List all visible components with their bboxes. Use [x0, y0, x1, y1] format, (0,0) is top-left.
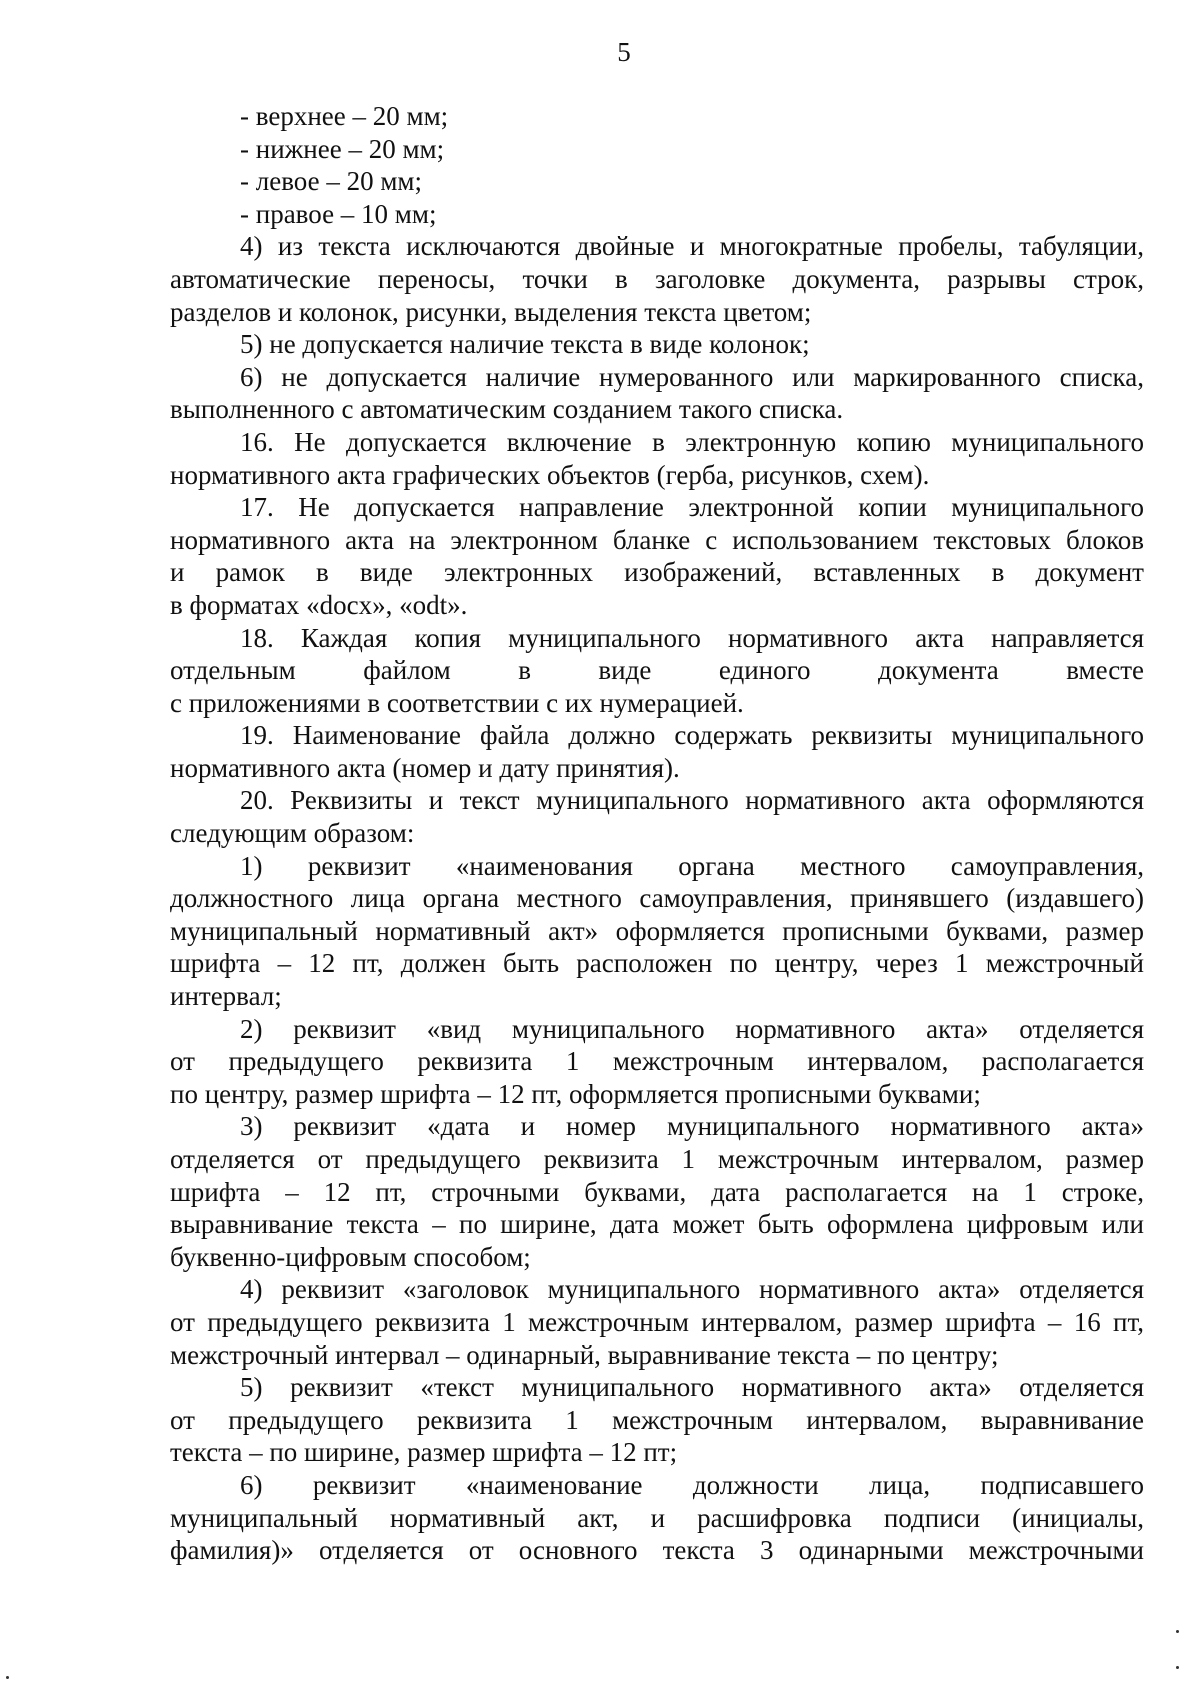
text-line: разделов и колонок, рисунки, выделения текста цветом; [170, 296, 812, 327]
text-line: от предыдущего реквизита 1 межстрочным интервалом, выравнивание [170, 1404, 1144, 1435]
text-line: - верхнее – 20 мм; [240, 101, 449, 131]
text-line: буквенно-цифровым способом; [170, 1241, 531, 1272]
paragraph [170, 230, 1144, 328]
text-line: 6) реквизит «наименование должности лица, подписавшего [240, 1469, 1144, 1500]
text-line: и рамок в виде электронных изображений, вставленных в документ [170, 557, 1144, 588]
paragraph [170, 100, 1144, 133]
paragraph [170, 1013, 1144, 1111]
text-line: в форматах «docx», «odt». [170, 589, 468, 620]
paragraph [170, 850, 1144, 1013]
paragraph [170, 328, 1144, 361]
text-line: отдельным файлом в виде единого документа вместе [170, 655, 1144, 686]
text-line: 18. Каждая копия муниципального нормативного акта направляется [240, 622, 1144, 653]
text-line: муниципальный нормативный акт, и расшифровка подписи (инициалы, [170, 1502, 1144, 1533]
paragraph [170, 1469, 1144, 1567]
text-line: 4) реквизит «заголовок муниципального нормативного акта» отделяется [240, 1274, 1144, 1305]
text-line: 2) реквизит «вид муниципального нормативного акта» отделяется [240, 1013, 1144, 1044]
text-line: от предыдущего реквизита 1 межстрочным интервалом, располагается [170, 1046, 1144, 1077]
text-line: шрифта – 12 пт, должен быть расположен по центру, через 1 межстрочный [170, 948, 1144, 979]
text-line: с приложениями в соответствии с их нумерацией. [170, 687, 744, 718]
text-line: выполненного с автоматическим созданием такого списка. [170, 394, 844, 425]
paragraph [170, 1273, 1144, 1371]
paragraph [170, 361, 1144, 426]
text-line: автоматические переносы, точки в заголовке документа, разрывы строк, [170, 263, 1144, 294]
text-line: отделяется от предыдущего реквизита 1 межстрочным интервалом, размер [170, 1144, 1144, 1174]
text-line: должностного лица органа местного самоуправления, принявшего (издавшего) [170, 883, 1144, 914]
text-line: нормативного акта графических объектов (герба, рисунков, схем). [170, 459, 930, 490]
text-line: межстрочный интервал – одинарный, выравнивание текста – по центру; [170, 1339, 999, 1370]
paragraph [170, 719, 1144, 784]
text-line: 5) не допускается наличие текста в виде колонок; [240, 329, 810, 360]
paragraph [170, 165, 1144, 198]
text-line: 3) реквизит «дата и номер муниципального нормативного акта» [240, 1111, 1144, 1142]
text-line: следующим образом: [170, 818, 415, 849]
text-line: 6) не допускается наличие нумерованного или маркированного списка, [240, 361, 1144, 392]
text-line: муниципальный нормативный акт» оформляется прописными буквами, размер [170, 915, 1144, 946]
paragraph [170, 1110, 1144, 1273]
text-line: по центру, размер шрифта – 12 пт, оформляется прописными буквами; [170, 1078, 981, 1109]
text-line: 16. Не допускается включение в электронную копию муниципального [240, 426, 1144, 457]
text-line: 4) из текста исключаются двойные и многократные пробелы, табуляции, [240, 231, 1144, 262]
page-number: 5 [617, 37, 631, 67]
text-line: 19. Наименование файла должно содержать реквизиты муниципального [240, 720, 1144, 751]
paragraph [170, 784, 1144, 849]
document-body [170, 100, 1144, 1567]
scan-speck [6, 1676, 9, 1679]
paragraph [170, 133, 1144, 166]
paragraph [170, 198, 1144, 231]
text-line: нормативного акта на электронном бланке с использованием текстовых блоков [170, 524, 1144, 555]
paragraph [170, 426, 1144, 491]
paragraph [170, 491, 1144, 621]
text-line: шрифта – 12 пт, строчными буквами, дата располагается на 1 строке, [170, 1176, 1144, 1207]
paragraph [170, 1371, 1144, 1469]
paragraph [170, 622, 1144, 720]
text-line: интервал; [170, 981, 282, 1012]
text-line: 17. Не допускается направление электронной копии муниципального [240, 492, 1144, 523]
text-line: выравнивание текста – по ширине, дата может быть оформлена цифровым или [170, 1209, 1144, 1240]
text-line: 1) реквизит «наименования органа местного самоуправления, [240, 850, 1144, 881]
text-line: фамилия)» отделяется от основного текста 3 одинарными межстрочными [170, 1535, 1144, 1566]
text-line: от предыдущего реквизита 1 межстрочным интервалом, размер шрифта – 16 пт, [170, 1306, 1144, 1337]
text-line: - левое – 20 мм; [240, 166, 422, 197]
text-line: 5) реквизит «текст муниципального нормативного акта» отделяется [240, 1372, 1144, 1403]
text-line: 20. Реквизиты и текст муниципального нормативного акта оформляются [240, 785, 1144, 816]
text-line: - нижнее – 20 мм; [240, 133, 445, 164]
text-line: - правое – 10 мм; [240, 198, 437, 229]
text-line: текста – по ширине, размер шрифта – 12 пт; [170, 1437, 678, 1468]
scan-speck [1176, 1630, 1179, 1633]
text-line: нормативного акта (номер и дату принятия). [170, 752, 680, 783]
scan-speck [1176, 1666, 1179, 1669]
